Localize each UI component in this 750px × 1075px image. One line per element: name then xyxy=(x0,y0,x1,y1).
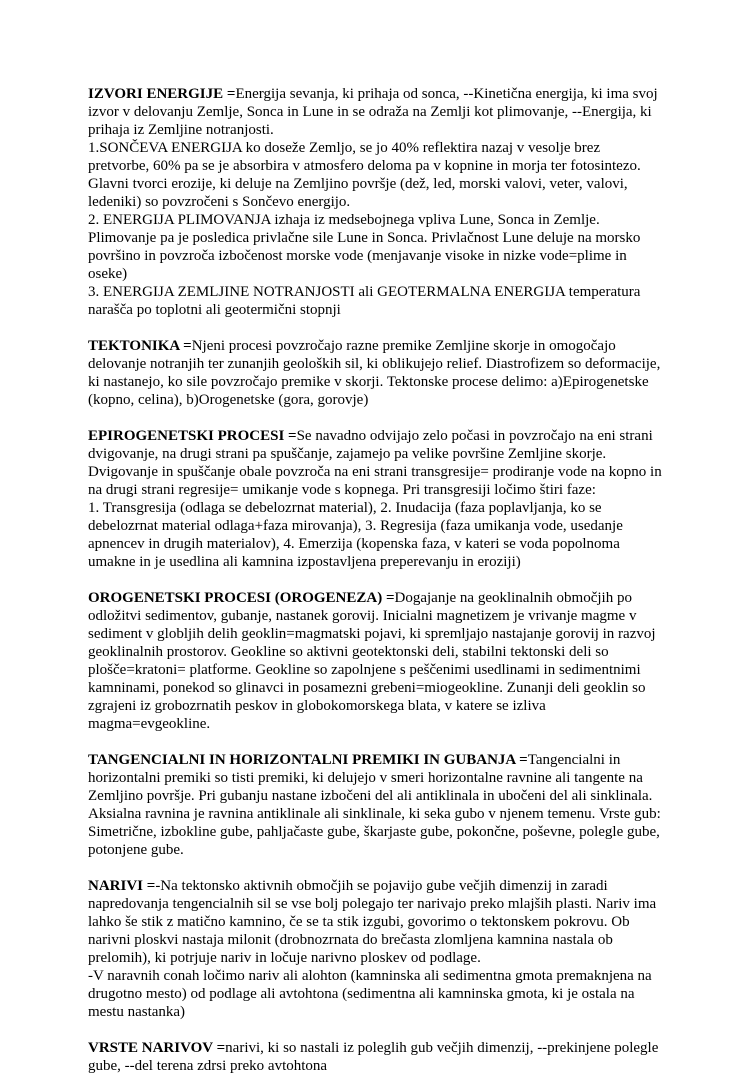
heading-run: NARIVI = xyxy=(88,878,156,894)
heading-run: EPIROGENETSKI PROCESI = xyxy=(88,428,297,444)
text-run: Njeni procesi povzročajo razne premike Zemljine skorje in omogočajo delovanje notranjih ter zunanjih geoloških sil, ki oblikujejo relief. Diastrofizem so deformacije, ki nastanejo, ko sile povzročajo premike v skorji. Tektonske procese delimo: a)Epirogenetske (kopno, celina), b)Orogenetske (gora, gorovje) xyxy=(88,338,661,408)
text-run: Simetrične, izbokline gube, pahljačaste gube, škarjaste gube, pokončne, poševne, polegle gube, potonjene gube. xyxy=(88,824,660,858)
heading-run: TEKTONIKA = xyxy=(88,338,192,354)
text-run: narivi, ki so nastali iz poleglih gub večjih dimenzij, --prekinjene polegle gube, --del terena zdrsi preko avtohtona xyxy=(88,1040,659,1074)
text-run: 1. Transgresija (odlaga se debelozrnat material), 2. Inudacija (faza poplavljanja, ko se debelozrnat material odlaga+faza mirovanja), 3. Regresija (faza umikanja vode, usedanje apnencev in drugih materialov), 4. Emerzija (kopenska faza, v kateri se voda popolnoma umakne in je usedlina ali kamnina izpostavljena preperevanju in eroziji) xyxy=(88,500,623,570)
text-run: -Na tektonsko aktivnih območjih se pojavijo gube večjih dimenzij in zaradi napredovanja tengencialnih sil se vse bolj polegajo ter narivajo preko mlajših plasti. Nariv ima lahko še stik z matično kamnino, če se ta stik izgubi, govorimo o tektonskem pokrovu. Ob narivni ploskvi nastaja milonit (drobnozrnata do brečasta zlomljena kamnina nastala ob prelomih), ki potrjuje nariv in ločuje narivno ploskev od podlage. xyxy=(88,878,657,966)
text-run: 1.SONČEVA ENERGIJA ko doseže Zemljo, se jo 40% reflektira nazaj v vesolje brez pretvorbe, 60% pa se je absorbira v atmosfero deloma pa v kopnine in morja ter fotosintezo. Glavni tvorci erozije, ki deluje na Zemljino površje (dež, led, morski valovi, veter, valovi, ledeniki) so povzročeni s Sončevo energijo. xyxy=(88,140,641,210)
paragraph-narivi xyxy=(88,877,665,1021)
paragraph-izvori-energije xyxy=(88,85,665,319)
paragraph-vrste-narivov xyxy=(88,1039,665,1075)
text-run: Se navadno odvijajo zelo počasi in povzročajo na eni strani dvigovanje, na drugi strani pa spuščanje, zajamejo pa velike površine Zemljine skorje. Dvigovanje in spuščanje obale povzroča na eni strani transgresije= prodiranje vode na kopno in na drugi strani regresije= umikanje vode s kopnega. Pri transgresiji ločimo štiri faze: xyxy=(88,428,662,498)
text-run: -V naravnih conah ločimo nariv ali alohton (kamninska ali sedimentna gmota premaknjena na drugotno mesto) od podlage ali avtohtona (sedimentna ali kamninska gmota, ki je ostala na mestu nastanka) xyxy=(88,968,652,1020)
heading-run: TANGENCIALNI IN HORIZONTALNI PREMIKI IN GUBANJA = xyxy=(88,752,528,768)
paragraph-orogenetski-procesi xyxy=(88,589,665,733)
text-run: Dogajanje na geoklinalnih območjih po odložitvi sedimentov, gubanje, nastanek gorovij. Inicialni magnetizem je vrivanje magme v sediment v globljih delih geoklin=magmatski pojavi, ki spremljajo nastajanje gorovij in razvoj geoklinalnih prostorov. Geokline so aktivni geotektonski deli, stabilni tektonski deli so plošče=kratoni= platforme. Geokline so zapolnjene s peščenimi usedlinami in sedimentnimi kamninami, ponekod so glinavci in posamezni grebeni=miogeokline. Zunanji deli geoklin so zgrajeni iz grobozrnatih peskov in globokomorskega blata, v katere se izliva magma=evgeokline. xyxy=(88,590,656,732)
heading-run: IZVORI ENERGIJE = xyxy=(88,86,236,102)
text-run: 2. ENERGIJA PLIMOVANJA izhaja iz medsebojnega vpliva Lune, Sonca in Zemlje. Plimovanje pa je posledica privlačne sile Lune in Sonca. Privlačnost Lune deluje na morsko površino in povzroča izbočenost morske vode (menjavanje visoke in nizke vode=plime in oseke) xyxy=(88,212,641,282)
paragraph-tangencialni-premiki xyxy=(88,751,665,859)
heading-run: OROGENETSKI PROCESI (OROGENEZA) = xyxy=(88,590,395,606)
text-run: Energija sevanja, ki prihaja od sonca, --Kinetična energija, ki ima svoj izvor v delovanju Zemlje, Sonca in Lune in se odraža na Zemlji kot plimovanje, --Energija, ki prihaja iz Zemljine notranjosti. xyxy=(88,86,658,138)
paragraph-tektonika xyxy=(88,337,665,409)
document-text xyxy=(88,85,665,1075)
heading-run: VRSTE NARIVOV = xyxy=(88,1040,226,1056)
paragraph-epirogenetski-procesi xyxy=(88,427,665,571)
text-run: Tangencialni in horizontalni premiki so tisti premiki, ki delujejo v smeri horizontalne ravnine ali tangente na Zemljino površje. Pri gubanju nastane izbočeni del ali antiklinala in ubočeni del ali sinklinala. Aksialna ravnina je ravnina antiklinale ali sinklinale, ki seka gubo v njenem temenu. Vrste gub: xyxy=(88,752,661,822)
text-run: 3. ENERGIJA ZEMLJINE NOTRANJOSTI ali GEOTERMALNA ENERGIJA temperatura narašča po toplotni ali geotermični stopnji xyxy=(88,284,641,318)
